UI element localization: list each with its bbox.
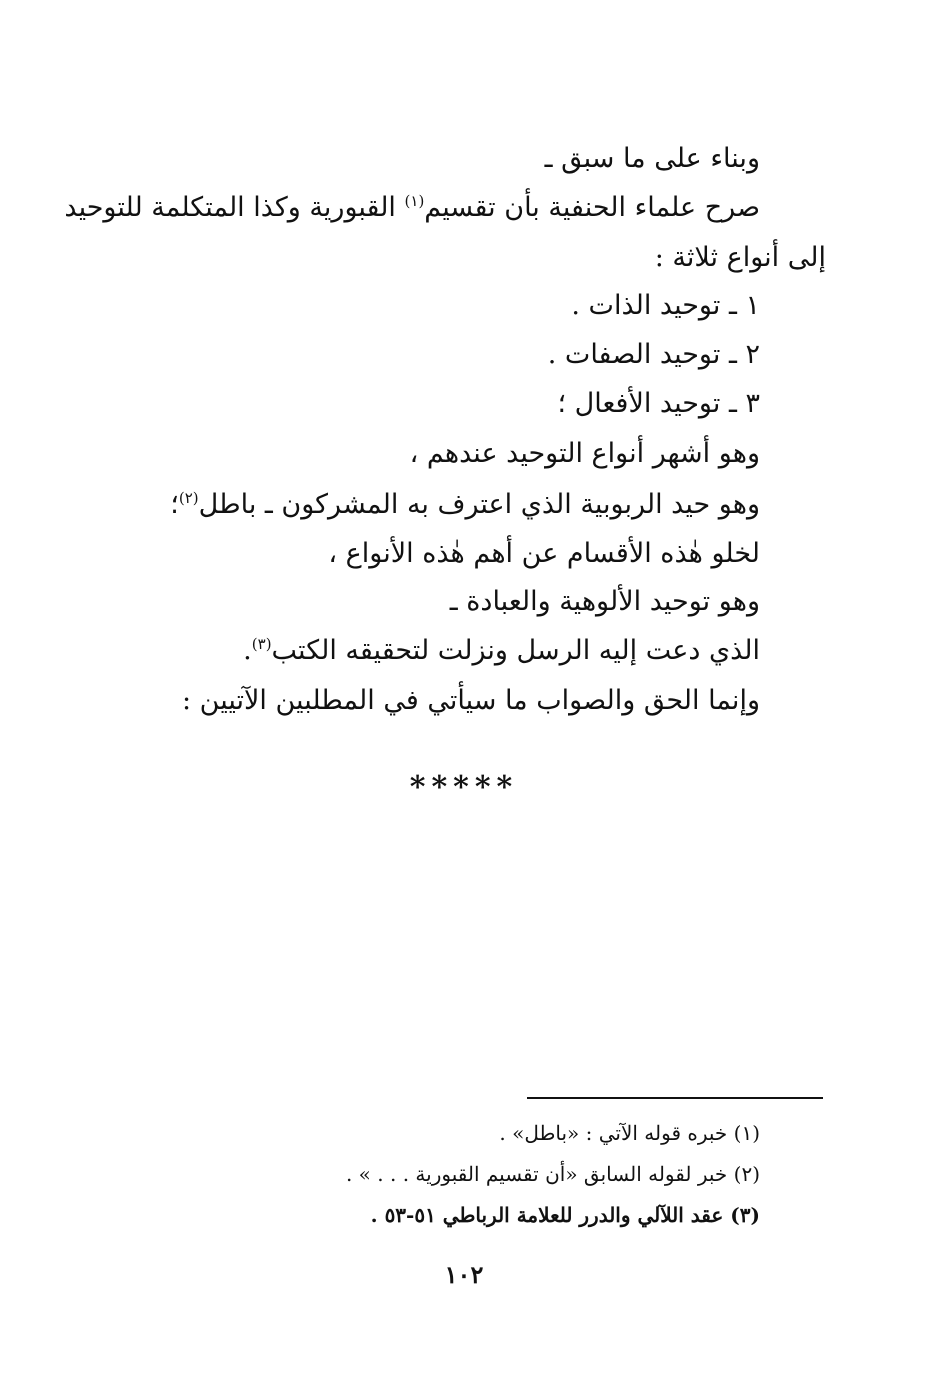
text-line-2-start: صرح علماء الحنفية بأن تقسيم: [424, 192, 760, 223]
footnote-2: (٢) خبر لقوله السابق «أن تقسيم القبورية . . . » .: [345, 1162, 760, 1186]
text-line-8: [170, 483, 760, 527]
text-line-11-punct: .: [243, 635, 252, 666]
list-item-3: ٣ ـ توحيد الأفعال ؛: [557, 388, 760, 419]
list-item-1: ١ ـ توحيد الذات .: [571, 290, 760, 321]
footnote-ref-2: (٢): [178, 489, 199, 507]
text-line-11: [243, 629, 760, 673]
text-line-8-punct: ؛: [170, 489, 179, 520]
text-line-1: وبناء على ما سبق ـ: [544, 143, 760, 174]
footnote-ref-3: (٣): [251, 635, 272, 653]
text-line-11-body: الذي دعت إليه الرسل ونزلت لتحقيقه الكتب: [271, 635, 760, 666]
section-separator: *****: [409, 770, 519, 805]
footnote-3: (٣) عقد اللآلي والدرر للعلامة الرباطي ٥١-٥٣ .: [370, 1203, 760, 1227]
text-line-7: وهو أشهر أنواع التوحيد عندهم ،: [409, 438, 760, 469]
list-item-2: ٢ ـ توحيد الصفات .: [547, 339, 760, 370]
text-line-10: وهو توحيد الألوهية والعبادة ـ: [449, 586, 760, 617]
footnote-rule: [527, 1097, 823, 1099]
text-line-9: لخلو هٰذه الأقسام عن أهم هٰذه الأنواع ،: [328, 538, 760, 569]
footnote-ref-1: (١): [404, 192, 425, 210]
text-line-2-end: القبورية وكذا المتكلمة للتوحيد: [64, 192, 396, 223]
page-number: ١٠٢: [444, 1260, 484, 1289]
text-line-12: وإنما الحق والصواب ما سيأتي في المطلبين الآتيين :: [181, 685, 760, 716]
text-line-8-body: وهو حيد الربوبية الذي اعترف به المشركون ـ باطل: [198, 489, 760, 520]
footnote-1: (١) خبره قوله الآتي : «باطل» .: [499, 1121, 760, 1145]
text-line-3: إلى أنواع ثلاثة :: [654, 242, 826, 273]
text-line-2: [64, 186, 760, 230]
